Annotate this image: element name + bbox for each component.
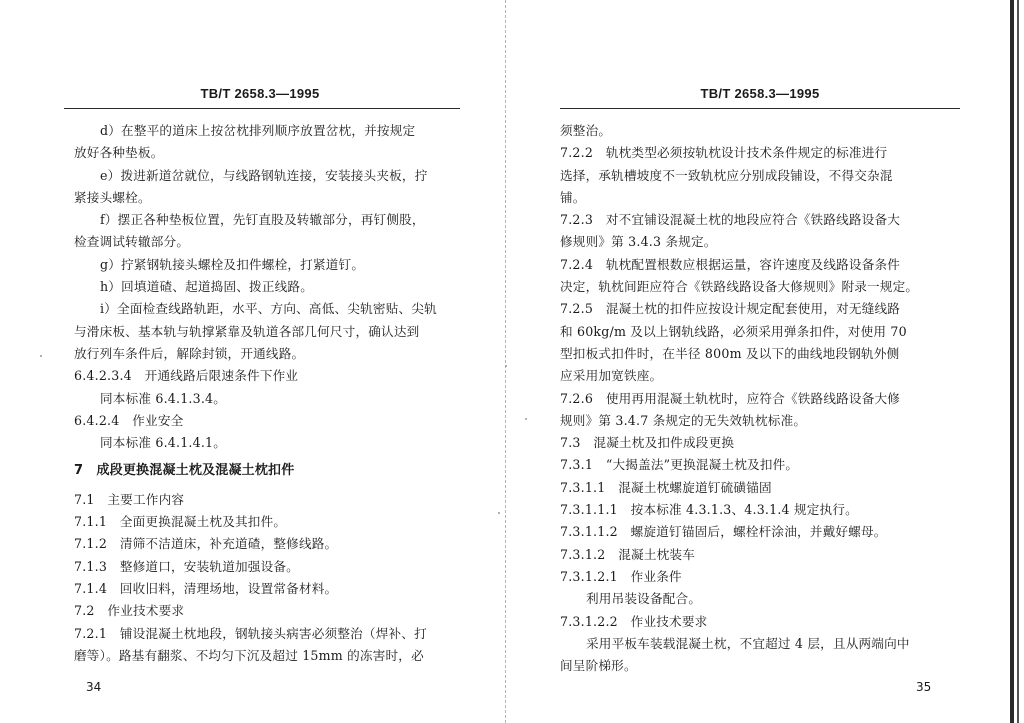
text-line: 检查调试转辙部分。 [74, 234, 190, 250]
text-line: f）摆正各种垫板位置，先钉直股及转辙部分，再钉侧股， [100, 212, 425, 228]
scan-speck [498, 512, 500, 514]
text-line: d）在整平的道床上按岔枕排列顺序放置岔枕，并按规定 [100, 123, 416, 138]
text-line: 7.2.2 轨枕类型必须按轨枕设计技术条件规定的标准进行 [560, 145, 888, 161]
text-line: 7.2.1 铺设混凝土枕地段，钢轨接头病害必须整治（焊补、打 [74, 625, 427, 641]
scan-edge-shadow [1017, 0, 1019, 723]
text-line: 铺。 [560, 189, 586, 205]
text-line: 6.4.2.4 作业安全 [74, 412, 184, 428]
header-rule [560, 108, 960, 109]
scan-edge-shadow [1010, 0, 1014, 723]
text-line: 采用平板车装载混凝土枕，不宜超过 4 层，且从两端向中 [586, 635, 910, 651]
text-line: 间呈阶梯形。 [560, 658, 637, 674]
text-line: 与滑床板、基本轨与轨撑紧靠及轨道各部几何尺寸，确认达到 [74, 323, 420, 339]
scan-speck [505, 365, 507, 367]
text-line: h）回填道碴、起道捣固、拨正线路。 [100, 279, 314, 295]
left-page [60, 0, 460, 723]
text-line: 紧接头螺栓。 [74, 189, 151, 205]
text-line: 和 60kg/m 及以上钢轨线路，必须采用弹条扣件，对使用 70 [560, 323, 907, 339]
running-head: TB/T 2658.3—1995 [700, 86, 820, 101]
page-number: 34 [86, 680, 102, 694]
text-line: 规则》第 3.4.7 条规定的无失效轨枕标准。 [560, 412, 807, 428]
chapter-heading: 7 成段更换混凝土枕及混凝土枕扣件 [74, 463, 295, 479]
text-line: 7.3.1.1 混凝土枕螺旋道钉硫磺锚固 [560, 479, 772, 495]
page-number: 35 [916, 680, 932, 694]
text-line: 决定，轨枕间距应符合《铁路线路设备大修规则》附录一规定。 [560, 279, 919, 295]
text-line: 7.2.5 混凝土枕的扣件应按设计规定配套使用，对无缝线路 [560, 301, 901, 317]
text-line: 7.3.1.2 混凝土枕装车 [560, 546, 696, 562]
text-line: 7.3.1 “大揭盖法”更换混凝土枕及扣件。 [560, 457, 799, 473]
text-line: 选择，承轨槽坡度不一致轨枕应分别成段铺设，不得交杂混 [560, 167, 893, 183]
text-line: 放行列车条件后，解除封锁，开通线路。 [74, 345, 305, 361]
text-line: 7.3.1.2.2 作业技术要求 [560, 613, 708, 629]
page-body [74, 120, 464, 667]
text-line: i）全面检查线路轨距，水平、方向、高低、尖轨密贴、尖轨 [100, 301, 437, 317]
text-line: 型扣板式扣件时，在半径 800m 及以下的曲线地段钢轨外侧 [560, 345, 900, 361]
page-gutter [505, 0, 506, 723]
text-line: 利用吊装设备配合。 [586, 591, 702, 607]
text-line: 7.2 作业技术要求 [74, 603, 185, 619]
text-line: 7.3.1.1.2 螺旋道钉锚固后，螺栓杆涂油，并戴好螺母。 [560, 524, 887, 540]
text-line: 7.1.2 清筛不洁道床，补充道碴，整修线路。 [74, 536, 338, 552]
text-line: 放好各种垫板。 [74, 145, 164, 161]
scan-speck [40, 355, 42, 357]
header-rule [64, 108, 460, 109]
text-line: 7.3.1.2.1 作业条件 [560, 568, 682, 584]
running-head: TB/T 2658.3—1995 [200, 86, 320, 101]
right-page [560, 0, 960, 723]
text-line: 须整治。 [560, 123, 612, 138]
text-line: 同本标准 6.4.1.4.1。 [100, 435, 227, 451]
text-line: 7.1.4 回收旧料，清理场地，设置常备材料。 [74, 580, 338, 596]
text-line: 修规则》第 3.4.3 条规定。 [560, 234, 717, 250]
text-line: 应采用加宽铁座。 [560, 368, 663, 384]
text-line: 7.2.3 对不宜铺设混凝土枕的地段应符合《铁路线路设备大 [560, 212, 901, 228]
text-line: 7.3 混凝土枕及扣件成段更换 [560, 435, 735, 451]
text-line: 6.4.2.3.4 开通线路后限速条件下作业 [74, 368, 299, 384]
text-line: 7.1 主要工作内容 [74, 491, 185, 507]
text-line: 磨等）。路基有翻浆、不均匀下沉及超过 15mm 的冻害时，必 [74, 647, 424, 663]
text-line: e）拨进新道岔就位，与线路钢轨连接，安装接头夹板，拧 [100, 167, 428, 183]
text-line: 7.1.3 整修道口，安装轨道加强设备。 [74, 558, 299, 574]
text-line: 7.3.1.1.1 按本标准 4.3.1.3、4.3.1.4 规定执行。 [560, 502, 858, 518]
text-line: 7.2.4 轨枕配置根数应根据运量，容许速度及线路设备条件 [560, 256, 901, 272]
text-line: 7.2.6 使用再用混凝土轨枕时，应符合《铁路线路设备大修 [560, 390, 901, 406]
scan-speck [525, 418, 527, 420]
text-line: g）拧紧钢轨接头螺栓及扣件螺栓，打紧道钉。 [100, 256, 365, 272]
text-line: 同本标准 6.4.1.3.4。 [100, 390, 227, 406]
text-line: 7.1.1 全面更换混凝土枕及其扣件。 [74, 514, 287, 530]
page-body [560, 120, 952, 677]
